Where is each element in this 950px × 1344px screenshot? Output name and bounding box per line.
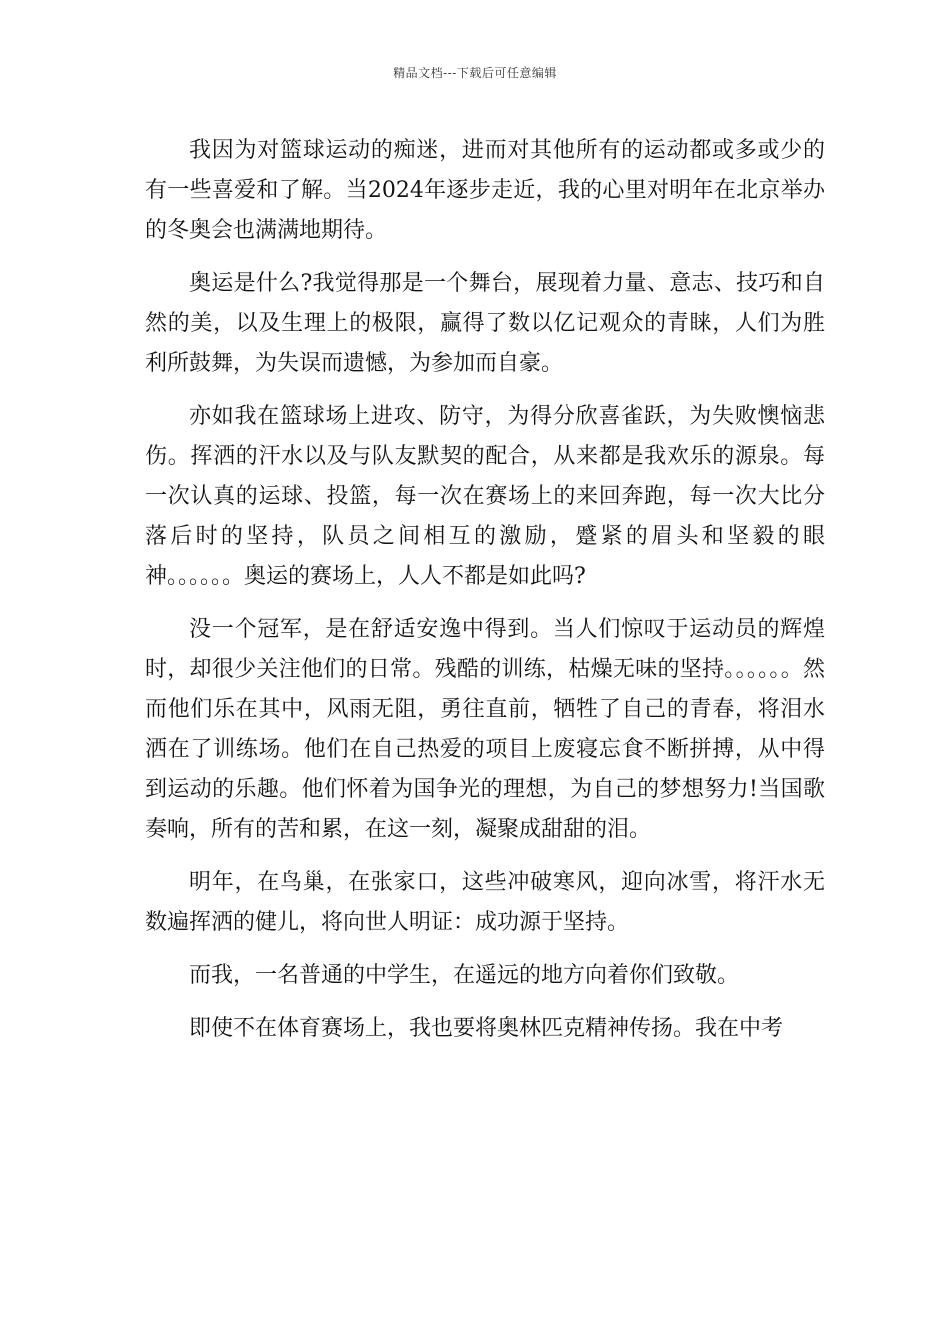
paragraph-7: 即使不在体育赛场上，我也要将奥林匹克精神传扬。我在中考	[189, 1016, 784, 1041]
paragraph-2: 奥运是什么?我觉得那是一个舞台，展现着力量、意志、技巧和自然的美，以及生理上的极限，赢得了数以亿记观众的青睐，人们为胜利所鼓舞，为失误而遗憾，为参加而自豪。	[145, 271, 825, 376]
paragraph-5: 明年，在鸟巢，在张家口，这些冲破寒风，迎向冰雪，将汗水无数遍挥洒的健儿，将向世人明证：成功源于坚持。	[145, 870, 825, 935]
document-body	[145, 131, 825, 1062]
paragraph-3: 亦如我在篮球场上进攻、防守，为得分欣喜雀跃，为失败懊恼悲伤。挥洒的汗水以及与队友默契的配合，从来都是我欢乐的源泉。每一次认真的运球、投篮，每一次在赛场上的来回奔跑，每一次大比分落后时的坚持，队员之间相互的激励，蹙紧的眉头和坚毅的眼神。。。。。。奥运的赛场上，人人不都是如此吗?	[145, 404, 825, 589]
page-header: 精品文档---下载后可任意编辑	[393, 66, 557, 80]
paragraph-4: 没一个冠军，是在舒适安逸中得到。当人们惊叹于运动员的辉煌时，却很少关注他们的日常。残酷的训练，枯燥无味的坚持。。。。。。然而他们乐在其中，风雨无阻，勇往直前，牺牲了自己的青春，将泪水洒在了训练场。他们在自己热爱的项目上废寝忘食不断拼搏，从中得到运动的乐趣。他们怀着为国争光的理想，为自己的梦想努力!当国歌奏响，所有的苦和累，在这一刻，凝聚成甜甜的泪。	[145, 617, 825, 842]
paragraph-6: 而我，一名普通的中学生，在遥远的地方向着你们致敬。	[189, 963, 740, 988]
paragraph-1: 我因为对篮球运动的痴迷，进而对其他所有的运动都或多或少的有一些喜爱和了解。当2024年逐步走近，我的心里对明年在北京举办的冬奥会也满满地期待。	[145, 138, 825, 243]
